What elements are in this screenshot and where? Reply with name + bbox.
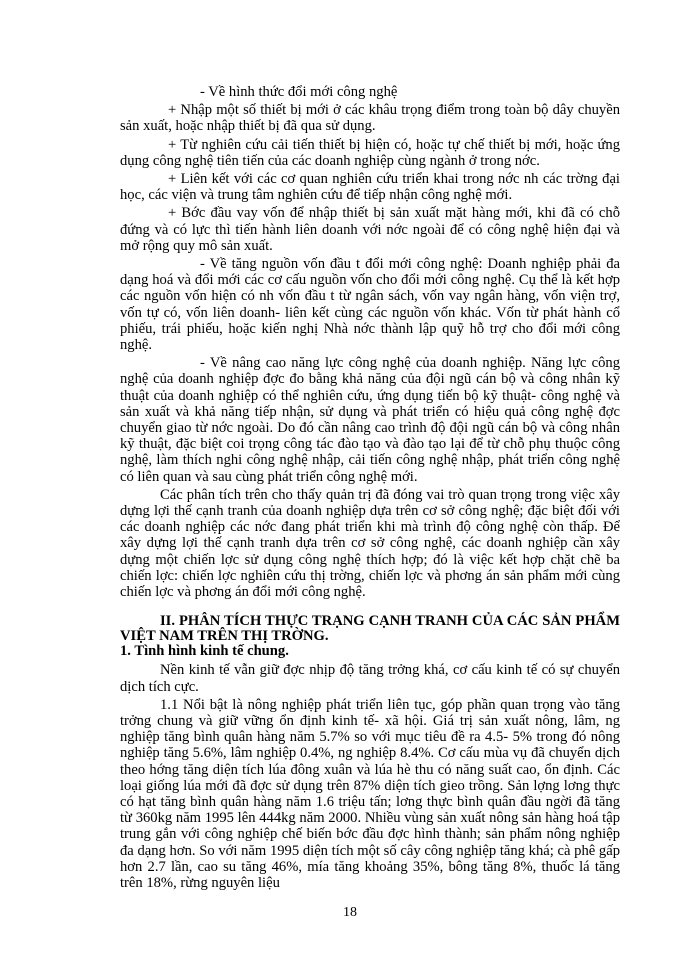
- page-number: 18: [343, 905, 357, 920]
- paragraph: + Liên kết với các cơ quan nghiên cứu triển khai trong nớc nh các trờng đại học, các viện và trung tâm nghiên cứu để tiếp nhận công nghệ mới.: [120, 171, 620, 204]
- paragraph: - Về hình thức đổi mới công nghệ: [200, 84, 398, 100]
- document-body: [120, 84, 620, 893]
- paragraph: - Về nâng cao năng lực công nghệ của doanh nghiệp. Năng lực công nghệ của doanh nghiệp đợc đo bằng khả năng của đội ngũ cán bộ và công nhân kỹ thuật của doanh nghiệp có thể nghiên cứu, ứng dụng tiến bộ kỹ thuật- công nghệ và sản xuất và khả năng tiếp nhận, sử dụng và phát triển có hiệu quả công nghệ đợc chuyển giao từ nớc ngoài. Do đó cần nâng cao trình độ đội ngũ cán bộ và công nhân kỹ thuật, đặc biệt coi trọng công tác đào tạo và đào tạo lại để từ chỗ phụ thuộc công nghệ, làm thích nghi công nghệ nhập, cải tiến công nghệ nhập, phát triển công nghệ có liên quan và sau cùng phát triển công nghệ mới.: [120, 355, 620, 485]
- paragraph: + Nhập một số thiết bị mới ở các khâu trọng điểm trong toàn bộ dây chuyền sản xuất, hoặc nhập thiết bị đã qua sử dụng.: [120, 102, 620, 135]
- paragraph: Các phân tích trên cho thấy quản trị đã đóng vai trò quan trọng trong việc xây dựng lợi thế cạnh tranh của doanh nghiệp dựa trên cơ sở công nghệ; đặc biệt đối với các doanh nghiệp các nớc đang phát triển khi mà trình độ công nghệ còn thấp. Để xây dựng lợi thế cạnh tranh dựa trên cơ sở công nghệ, các doanh nghiệp cần xây dựng một chiến lợc sử dụng công nghệ thích hợp; đó là việc kết hợp chặt chẽ ba chiến lợc: chiến lợc nghiên cứu thị trờng, chiến lợc và phơng án sản phẩm mới cùng chiến lợc và phơng án đổi mới công nghệ.: [120, 486, 620, 601]
- sub-heading: 1. Tình hình kinh tế chung.: [120, 643, 289, 660]
- paragraph: + Bớc đầu vay vốn để nhập thiết bị sản xuất mặt hàng mới, khi đã có chỗ đứng và có lực thì tiến hành liên doanh với nớc ngoài để có công nghệ hiện đại và mở rộng quy mô sản xuất.: [120, 205, 620, 254]
- paragraph: Nền kinh tế vẫn giữ đợc nhịp độ tăng trởng khá, cơ cấu kinh tế có sự chuyển dịch tích cực.: [120, 662, 620, 695]
- section-heading: II. PHÂN TÍCH THỰC TRẠNG CẠNH TRANH CỦA CÁC SẢN PHẨM VIỆT NAM TRÊN THỊ TRỜNG.: [120, 613, 620, 645]
- paragraph: - Về tăng nguồn vốn đầu t đổi mới công nghệ: Doanh nghiệp phải đa dạng hoá và đổi mới các cơ cấu nguồn vốn cho đổi mới công nghệ. Cụ thể là kết hợp các nguồn vốn hiện có nh vốn đầu t từ ngân sách, vốn vay ngân hàng, vốn viện trợ, vốn tự có, vốn liên doanh- liên kết cùng các nguồn vốn khác. Vốn từ phát hành cổ phiếu, trái phiếu, hoặc kiến nghị Nhà nớc thành lập quỹ hỗ trợ cho đổi mới công nghệ.: [120, 256, 620, 354]
- paragraph: 1.1 Nổi bật là nông nghiệp phát triển liên tục, góp phần quan trọng vào tăng trởng chung và giữ vững ổn định kinh tế- xã hội. Giá trị sản xuất nông, lâm, ng nghiệp tăng bình quân hàng năm 5.7% so với mục tiêu đề ra 4.5- 5% trong đó nông nghiệp tăng 5.6%, lâm nghiệp 0.4%, ng nghiệp 8.4%. Cơ cấu mùa vụ đã chuyển dịch theo hớng tăng diện tích lúa đông xuân và lúa hè thu có năng suất cao, ổn định. Các loại giống lúa mới đã đợc sử dụng trên 87% diện tích gieo trồng. Sản lợng lơng thực có hạt tăng bình quân hàng năm 1.6 triệu tấn; lơng thực bình quân đầu ngời đã tăng từ 360kg năm 1995 lên 444kg năm 2000. Nhiều vùng sản xuất nông sản hàng hoá tập trung gắn với công nghiệp chế biến bớc đầu đợc hình thành; sản phẩm nông nghiệp đa dạng hơn. So với năm 1995 diện tích một số cây công nghiệp tăng khá; cà phê gấp hơn 2.7 lần, cao su tăng 46%, mía tăng khoảng 35%, bông tăng 8%, thuốc lá tăng trên 18%, rừng nguyên liệu: [120, 696, 620, 891]
- paragraph: + Từ nghiên cứu cải tiến thiết bị hiện có, hoặc tự chế thiết bị mới, hoặc ứng dụng công nghệ tiên tiến của các doanh nghiệp cùng ngành ở trong nớc.: [120, 136, 620, 169]
